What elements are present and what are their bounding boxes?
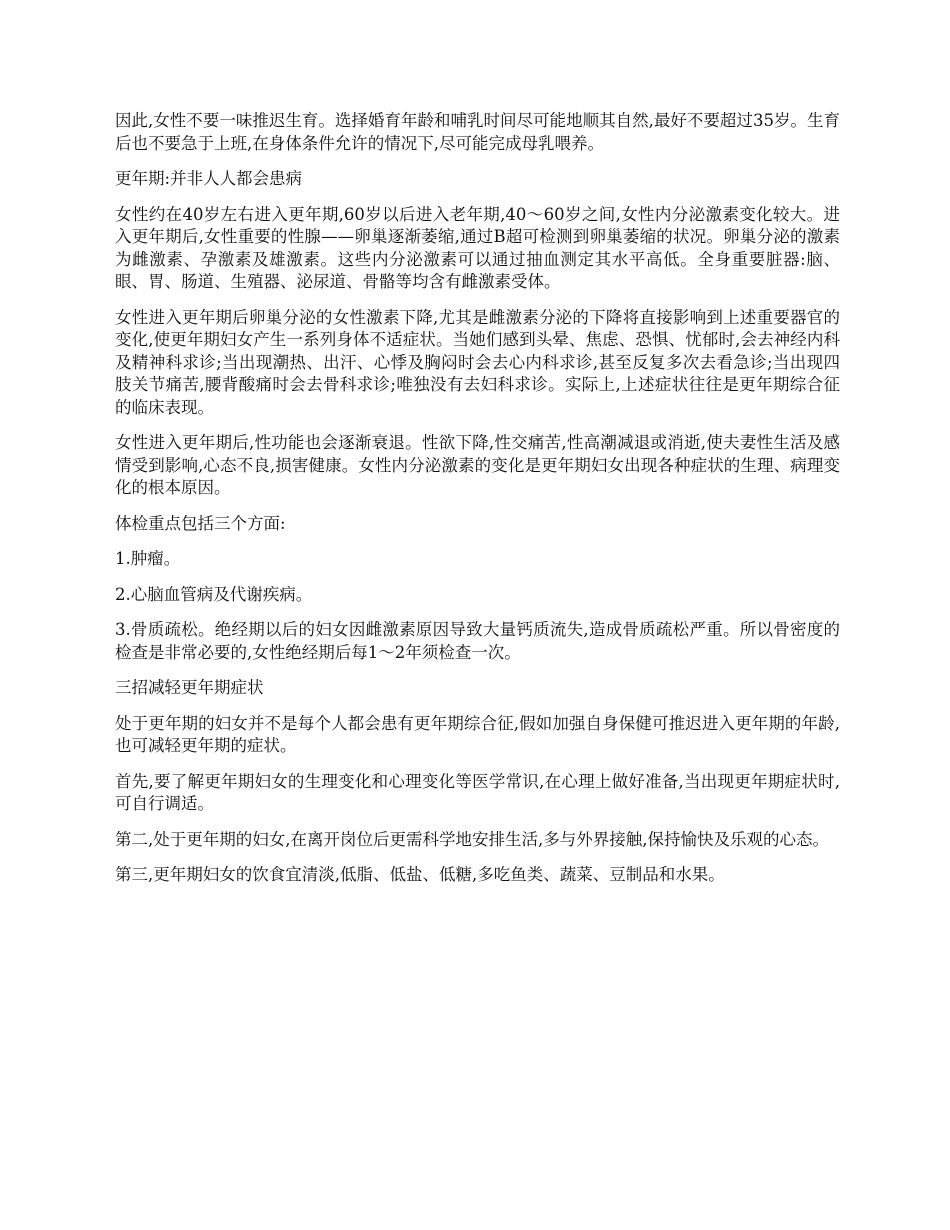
section-heading-menopause: 更年期:并非人人都会患病: [115, 169, 303, 188]
paragraph-tip-first: 首先,要了解更年期妇女的生理变化和心理变化等医学常识,在心理上做好准备,当出现更年期症状时,可自行调适。: [115, 771, 840, 813]
document-body: [115, 110, 840, 900]
paragraph-checkup-focus: 体检重点包括三个方面:: [115, 513, 286, 533]
paragraph-tip-second: 第二,处于更年期的妇女,在离开岗位后更需科学地安排生活,多与外界接触,保持愉快及乐观的心态。: [115, 829, 829, 849]
section-heading-three-tips: 三招减轻更年期症状: [115, 678, 264, 697]
list-item-cardio: 2.心脑血管病及代谢疾病。: [115, 584, 313, 604]
paragraph-tip-third: 第三,更年期妇女的饮食宜清淡,低脂、低盐、低糖,多吃鱼类、蔬菜、豆制品和水果。: [115, 865, 725, 884]
paragraph-intro: 因此,女性不要一味推迟生育。选择婚育年龄和哺乳时间尽可能地顺其自然,最好不要超过35岁。生育后也不要急于上班,在身体条件允许的情况下,尽可能完成母乳喂养。: [115, 111, 840, 153]
list-item-osteoporosis: 3.骨质疏松。绝经期以后的妇女因雌激素原因导致大量钙质流失,造成骨质疏松严重。所以骨密度的检查是非常必要的,女性绝经期后每1～2年须检查一次。: [115, 620, 840, 662]
paragraph-tips-intro: 处于更年期的妇女并不是每个人都会患有更年期综合征,假如加强自身保健可推迟进入更年期的年龄,也可减轻更年期的症状。: [115, 713, 840, 755]
paragraph-hormone-decline: 女性进入更年期后卵巢分泌的女性激素下降,尤其是雌激素分泌的下降将直接影响到上述重要器官的变化,使更年期妇女产生一系列身体不适症状。当她们感到头晕、焦虑、恐惧、忧郁时,会去神经内科及精神科求诊;当出现潮热、出汗、心悸及胸闷时会去心内科求诊,甚至反复多次去看急诊;当出现四肢关节痛苦,腰背酸痛时会去骨科求诊;唯独没有去妇科求诊。实际上,上述症状往往是更年期综合征的临床表现。: [115, 307, 840, 417]
paragraph-sexual-function: 女性进入更年期后,性功能也会逐渐衰退。性欲下降,性交痛苦,性高潮减退或消逝,使夫妻性生活及感情受到影响,心态不良,损害健康。女性内分泌激素的变化是更年期妇女出现各种症状的生理、病理变化的根本原因。: [115, 433, 840, 497]
list-item-tumor: 1.肿瘤。: [115, 549, 181, 568]
paragraph-menopause-age: 女性约在40岁左右进入更年期,60岁以后进入老年期,40～60岁之间,女性内分泌激素变化较大。进入更年期后,女性重要的性腺——卵巢逐渐萎缩,通过B超可检测到卵巢萎缩的状况。卵巢分泌的激素为雌激素、孕激素及雄激素。这些内分泌激素可以通过抽血测定其水平高低。全身重要脏器:脑、眼、胃、肠道、生殖器、泌尿道、骨骼等均含有雌激素受体。: [115, 204, 840, 291]
